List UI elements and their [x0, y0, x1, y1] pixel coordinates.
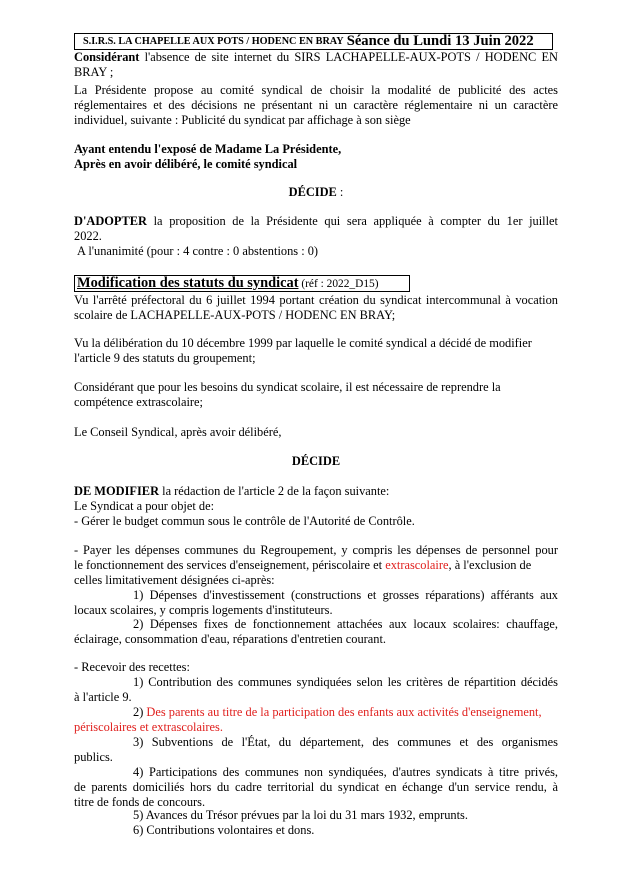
adopt-text: la proposition de la Présidente qui sera appliquée à compter du 1er juillet	[146, 214, 558, 228]
header-organization: S.I.R.S. LA CHAPELLE AUX POTS / HODENC EN BRAY	[83, 36, 344, 47]
recette-4-line-2: de parents domiciliés hors du cadre territorial du syndicat en échange d'un service rendu, à	[74, 780, 558, 794]
recette-1-line-1: 1) Contribution des communes syndiquées selon les critères de répartition décidés	[133, 675, 558, 689]
recette-2-line-1	[133, 705, 558, 719]
session-header	[74, 33, 553, 50]
considerant-line-2: BRAY ;	[74, 65, 114, 79]
heard-line-2: Après en avoir délibéré, le comité syndical	[74, 157, 298, 171]
depense-1-line-1: 1) Dépenses d'investissement (constructions et grosses réparations) afférants aux	[133, 588, 558, 602]
adopt-line-1	[74, 214, 558, 228]
vote-result: A l'unanimité (pour : 4 contre : 0 abstentions : 0)	[77, 244, 319, 258]
decide-heading-1	[74, 185, 558, 199]
recette-1-line-2: à l'article 9.	[74, 690, 132, 704]
considerant-scolaire-line-2: compétence extrascolaire;	[74, 395, 203, 409]
recette-4-line-3: titre de fonds de concours.	[74, 795, 206, 809]
pay-line-1: - Payer les dépenses communes du Regroupement, y compris les dépenses de personnel pour	[74, 543, 558, 557]
recette-2-number: 2)	[133, 705, 147, 719]
decide-word-1: DÉCIDE	[288, 185, 337, 199]
recette-6: 6) Contributions volontaires et dons.	[133, 823, 315, 837]
considerant-label: Considérant	[74, 50, 140, 64]
proposal-line-1: La Présidente propose au comité syndical de choisir la modalité de publicité des actes	[74, 83, 558, 97]
modify-line-3: - Gérer le budget commun sous le contrôle de l'Autorité de Contrôle.	[74, 514, 415, 528]
modify-text: la rédaction de l'article 2 de la façon suivante:	[159, 484, 390, 498]
recette-3-line-2: publics.	[74, 750, 113, 764]
section-title: Modification des statuts du syndicat	[77, 275, 299, 291]
considerant-text: l'absence de site internet du SIRS LACHAPELLE-AUX-POTS / HODENC EN	[139, 50, 558, 64]
recette-4-line-1: 4) Participations des communes non syndiquées, d'autres syndicats à titre privés,	[133, 765, 558, 779]
considerant-line-1	[74, 50, 558, 64]
decide-heading-2: DÉCIDE	[291, 454, 341, 468]
pay-line-2-red: extrascolaire	[385, 558, 449, 572]
recette-2-line-2: périscolaires et extrascolaires.	[74, 720, 223, 734]
section-title-box	[74, 275, 410, 292]
pay-line-2	[74, 558, 558, 572]
decide-colon: :	[336, 185, 344, 199]
modify-line-2: Le Syndicat a pour objet de:	[74, 499, 215, 513]
depense-2-line-1: 2) Dépenses fixes de fonctionnement attachées aux locaux scolaires: chauffage,	[133, 617, 558, 631]
vu-arrete-line-2: scolaire de LACHAPELLE-AUX-POTS / HODENC EN BRAY;	[74, 308, 396, 322]
vu-deliberation-line-2: l'article 9 des statuts du groupement;	[74, 351, 256, 365]
modify-line-1	[74, 484, 558, 498]
recettes-heading: - Recevoir des recettes:	[74, 660, 190, 674]
recette-5: 5) Avances du Trésor prévues par la loi du 31 mars 1932, emprunts.	[133, 808, 468, 822]
proposal-line-3: individuel, suivante : Publicité du syndicat par affichage à son siège	[74, 113, 411, 127]
section-reference: (réf : 2022_D15)	[298, 278, 379, 290]
proposal-line-2: réglementaires et des décisions ne présentant ni un caractère réglementaire ni un caractère	[74, 98, 558, 112]
recette-3-line-1: 3) Subventions de l'État, du département, des communes et des organismes	[133, 735, 558, 749]
pay-line-2-a: le fonctionnement des services d'enseignement, périscolaire et	[74, 558, 386, 572]
considerant-scolaire-line-1: Considérant que pour les besoins du syndicat scolaire, il est nécessaire de reprendre la	[74, 380, 501, 394]
recette-2-text: Des parents au titre de la participation des enfants aux activités d'enseignement,	[146, 705, 542, 719]
modify-label: DE MODIFIER	[74, 484, 160, 498]
adopt-line-2: 2022.	[74, 229, 102, 243]
header-session-date: Séance du Lundi 13 Juin 2022	[346, 33, 534, 49]
vu-deliberation-line-1: Vu la délibération du 10 décembre 1999 par laquelle le comité syndical a décidé de modifier	[74, 336, 532, 350]
vu-arrete-line-1: Vu l'arrêté préfectoral du 6 juillet 1994 portant création du syndicat intercommunal à vocation	[74, 293, 558, 307]
adopt-label: D'ADOPTER	[74, 214, 147, 228]
pay-line-3: celles limitativement désignées ci-après:	[74, 573, 275, 587]
conseil-line: Le Conseil Syndical, après avoir délibéré,	[74, 425, 282, 439]
depense-1-line-2: locaux scolaires, y compris logements d'instituteurs.	[74, 603, 333, 617]
heard-line-1: Ayant entendu l'exposé de Madame La Présidente,	[74, 142, 342, 156]
pay-line-2-b: , à l'exclusion de	[448, 558, 532, 572]
depense-2-line-2: éclairage, consommation d'eau, réparations d'entretien courant.	[74, 632, 387, 646]
